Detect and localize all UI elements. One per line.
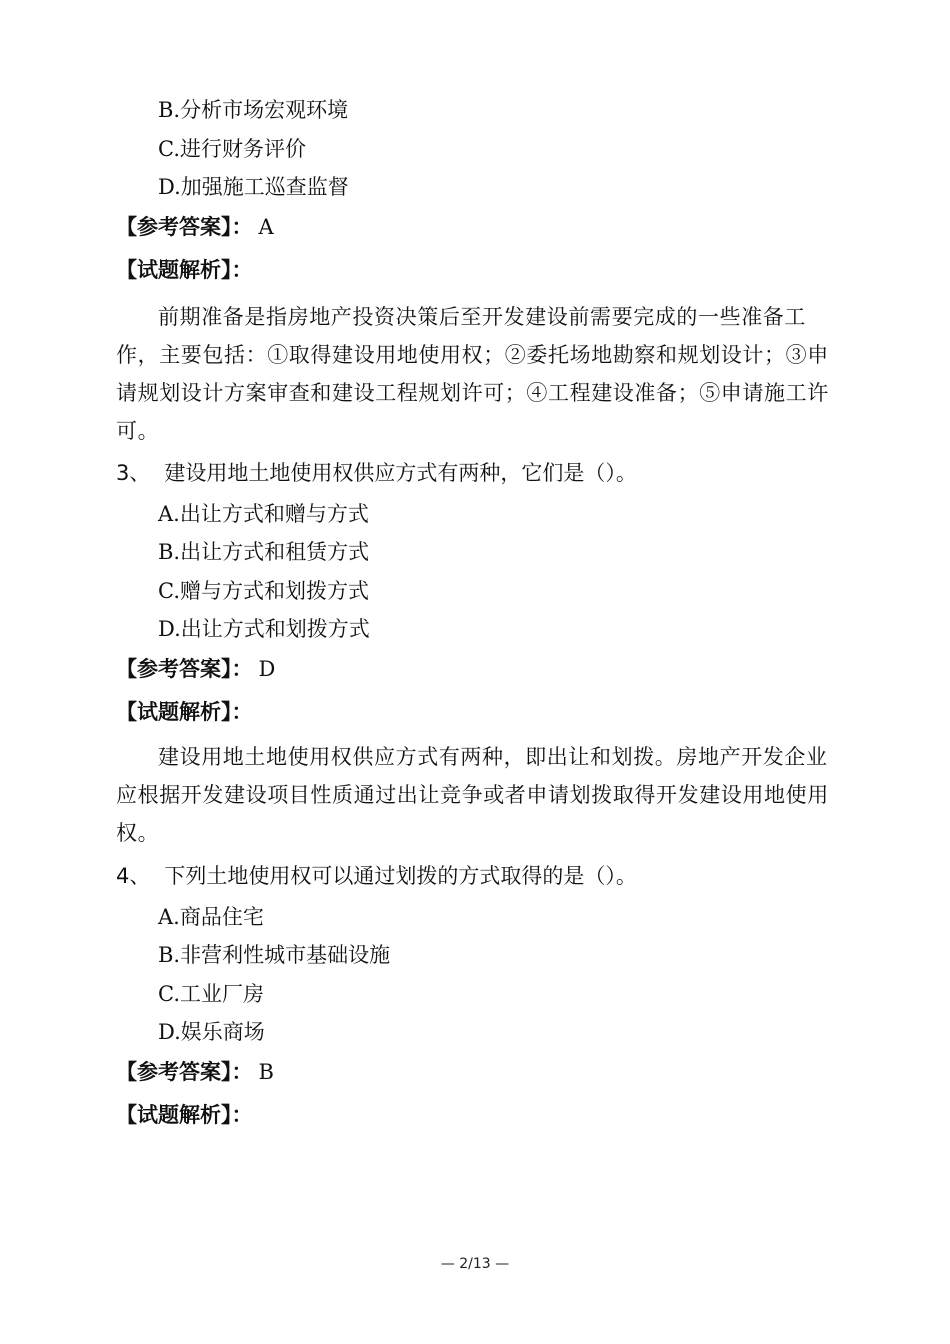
q4-option-c: C.工业厂房 [158,982,264,1006]
question-text: 建设用地土地使用权供应方式有两种，它们是（）。 [164,461,637,485]
answer-value: B [258,1060,274,1084]
q3-stem [116,459,637,487]
q2-analysis-label: 【试题解析】： [116,258,253,282]
answer-label: 【参考答案】： [116,215,253,239]
page-indicator: — 2/13 — [440,1256,510,1272]
q2-answer [116,213,274,241]
q2-analysis-text: 前期准备是指房地产投资决策后至开发建设前需要完成的一些准备工作，主要包括：①取得建设用地使用权；②委托场地勘察和规划设计；③申请规划设计方案审查和建设工程规划许可；④工程建设准备；⑤申请施工许可。 [116,305,829,443]
q4-option-d: D.娱乐商场 [158,1020,265,1044]
q3-analysis-label: 【试题解析】： [116,700,253,724]
q3-option-b: B.出让方式和租赁方式 [158,540,370,564]
q3-option-d: D.出让方式和划拨方式 [158,617,370,641]
question-number: 4、 [116,864,151,888]
q4-option-b: B.非营利性城市基础设施 [158,943,391,967]
q3-analysis-text: 建设用地土地使用权供应方式有两种，即出让和划拨。房地产开发企业应根据开发建设项目性质通过出让竞争或者申请划拨取得开发建设用地使用权。 [116,745,829,845]
answer-value: D [258,657,276,681]
q3-option-c: C.赠与方式和划拨方式 [158,579,369,603]
q4-answer [116,1058,274,1086]
q2-option-b: B.分析市场宏观环境 [158,98,349,122]
q2-option-c: C.进行财务评价 [158,137,306,161]
q2-option-d: D.加强施工巡查监督 [158,175,349,199]
q3-option-a: A.出让方式和赠与方式 [158,502,369,526]
question-number: 3、 [116,461,151,485]
q4-option-a: A.商品住宅 [158,905,264,929]
answer-value: A [258,215,274,239]
q4-stem [116,862,637,890]
q4-analysis-label: 【试题解析】： [116,1103,253,1127]
answer-label: 【参考答案】： [116,657,253,681]
q3-answer [116,655,275,683]
answer-label: 【参考答案】： [116,1060,253,1084]
question-text: 下列土地使用权可以通过划拨的方式取得的是（）。 [164,864,637,888]
